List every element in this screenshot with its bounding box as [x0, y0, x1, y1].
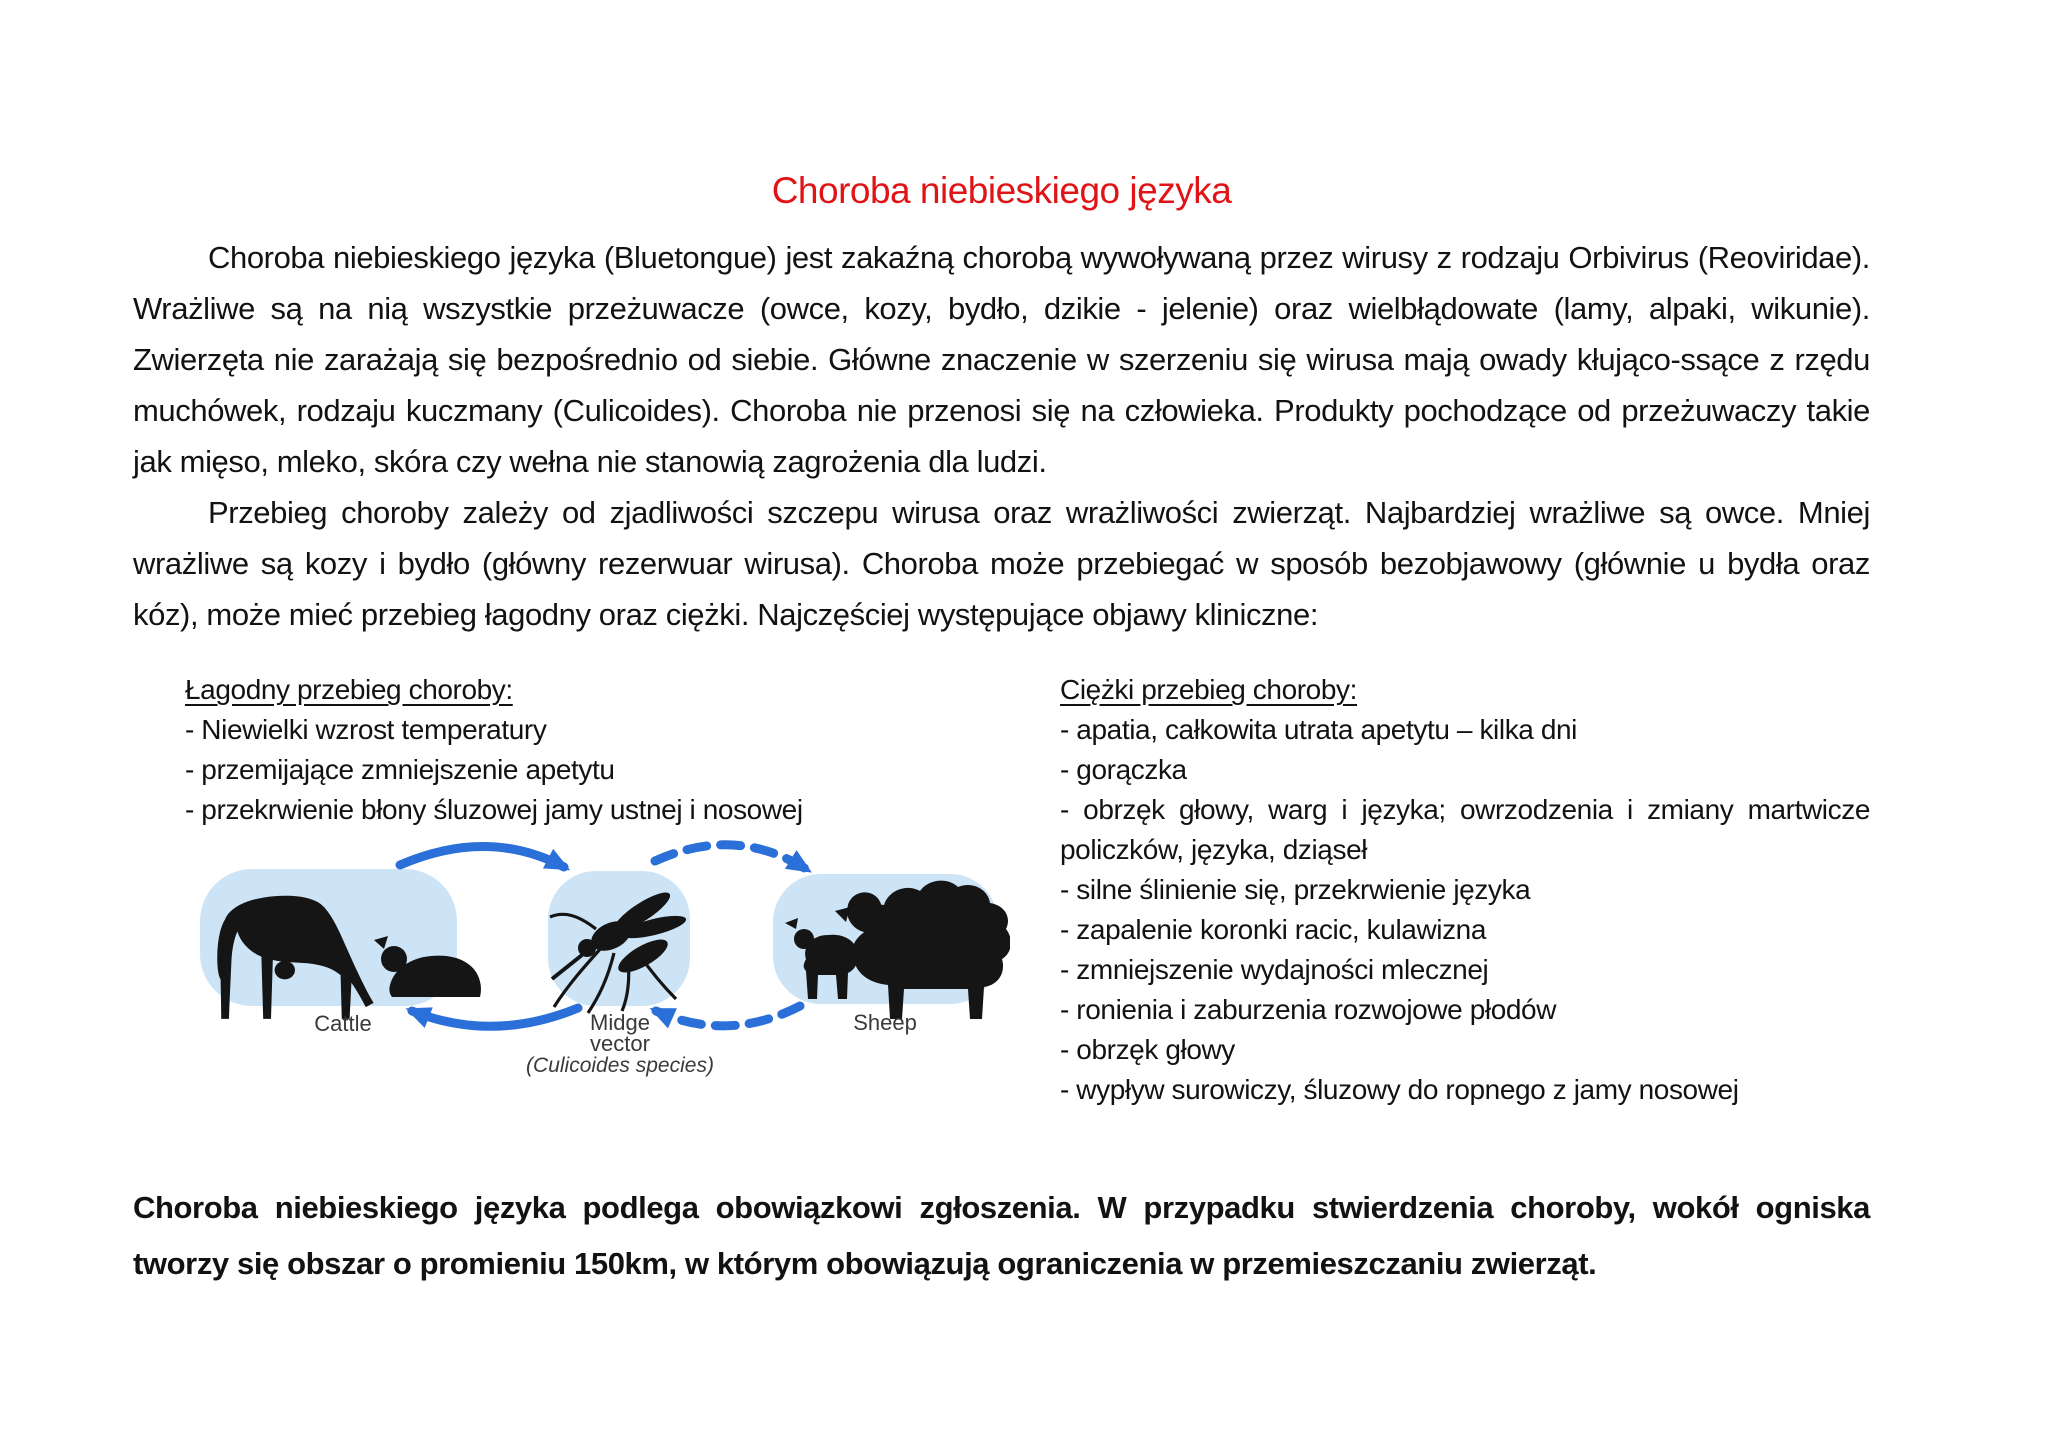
list-item: - przekrwienie błony śluzowej jamy ustnej i nosowej	[185, 794, 803, 825]
list-item: - silne ślinienie się, przekrwienie języka	[1060, 874, 1531, 905]
list-item: - ronienia i zaburzenia rozwojowe płodów	[1060, 994, 1557, 1025]
mild-course-column	[133, 670, 1038, 1110]
list-item: - zapalenie koronki racic, kulawizna	[1060, 914, 1487, 945]
list-item: - gorączka	[1060, 754, 1187, 785]
arrow-sheep-to-midge-dashed	[656, 1006, 800, 1026]
list-item: - obrzęk głowy	[1060, 1034, 1235, 1065]
list-item: - wypływ surowiczy, śluzowy do ropnego z jamy nosowej	[1060, 1074, 1739, 1105]
paragraph-disease-intro: Choroba niebieskiego języka (Bluetongue) jest zakaźną chorobą wywoływaną przez wirusy z rodzaju Orbivirus (Reoviridae). Wrażliwe są na nią wszystkie przeżuwacze (owce, kozy, bydło, dzikie - jelenie) oraz wielbłądowate (lamy, alpaki, wikunie). Zwierzęta nie zarażają się bezpośrednio od siebie. Główne znaczenie w szerzeniu się wirusa mają owady kłująco-ssące z rzędu muchówek, rodzaju kuczmany (Culicoides). Choroba nie przenosi się na człowieka. Produkty pochodzące od przeżuwaczy takie jak mięso, mleko, skóra czy wełna nie stanowią zagrożenia dla ludzi.	[133, 240, 1870, 479]
severe-course-column	[1060, 670, 1870, 1110]
list-item: - obrzęk głowy, warg i języka; owrzodzenia i zmiany martwicze policzków, języka, dziąseł	[1060, 794, 1870, 865]
arrow-midge-to-cattle	[412, 1008, 578, 1026]
midge-label-line3: (Culicoides species)	[526, 1054, 714, 1077]
severe-course-heading: Ciężki przebieg choroby:	[1060, 674, 1357, 705]
list-item: - zmniejszenie wydajności mlecznej	[1060, 954, 1489, 985]
mild-course-heading: Łagodny przebieg choroby:	[185, 674, 513, 705]
symptom-columns	[133, 670, 1870, 1110]
midge-label-line1: Midge	[590, 1010, 650, 1035]
cattle-label: Cattle	[314, 1011, 372, 1036]
severe-course-list	[1060, 670, 1870, 1110]
intro-paragraphs	[133, 232, 1870, 640]
list-item: - apatia, całkowita utrata apetytu – kilka dni	[1060, 714, 1578, 745]
paragraph-disease-course: Przebieg choroby zależy od zjadliwości szczepu wirusa oraz wrażliwości zwierząt. Najbardziej wrażliwe są owce. Mniej wrażliwe są kozy i bydło (główny rezerwuar wirusa). Choroba może przebiegać w sposób bezobjawowy (głównie u bydła oraz kóz), może mieć przebieg łagodny oraz ciężki. Najczęściej występujące objawy kliniczne:	[133, 495, 1870, 632]
notification-obligation-note: Choroba niebieskiego języka podlega obowiązkowi zgłoszenia. W przypadku stwierdzenia choroby, wokół ogniska tworzy się obszar o promieniu 150km, w którym obowiązują ograniczenia w przemieszczaniu zwierząt.	[133, 1190, 1870, 1281]
transmission-cycle-diagram	[200, 831, 1010, 1079]
arrow-midge-to-sheep-dashed	[655, 845, 806, 869]
mild-course-list	[133, 670, 1038, 830]
page-title: Choroba niebieskiego języka	[771, 170, 1232, 211]
sheep-label: Sheep	[853, 1010, 917, 1035]
arrow-cattle-to-midge	[400, 846, 564, 867]
midge-label-line2: vector	[590, 1031, 650, 1056]
list-item: - przemijające zmniejszenie apetytu	[185, 754, 615, 785]
list-item: - Niewielki wzrost temperatury	[185, 714, 547, 745]
